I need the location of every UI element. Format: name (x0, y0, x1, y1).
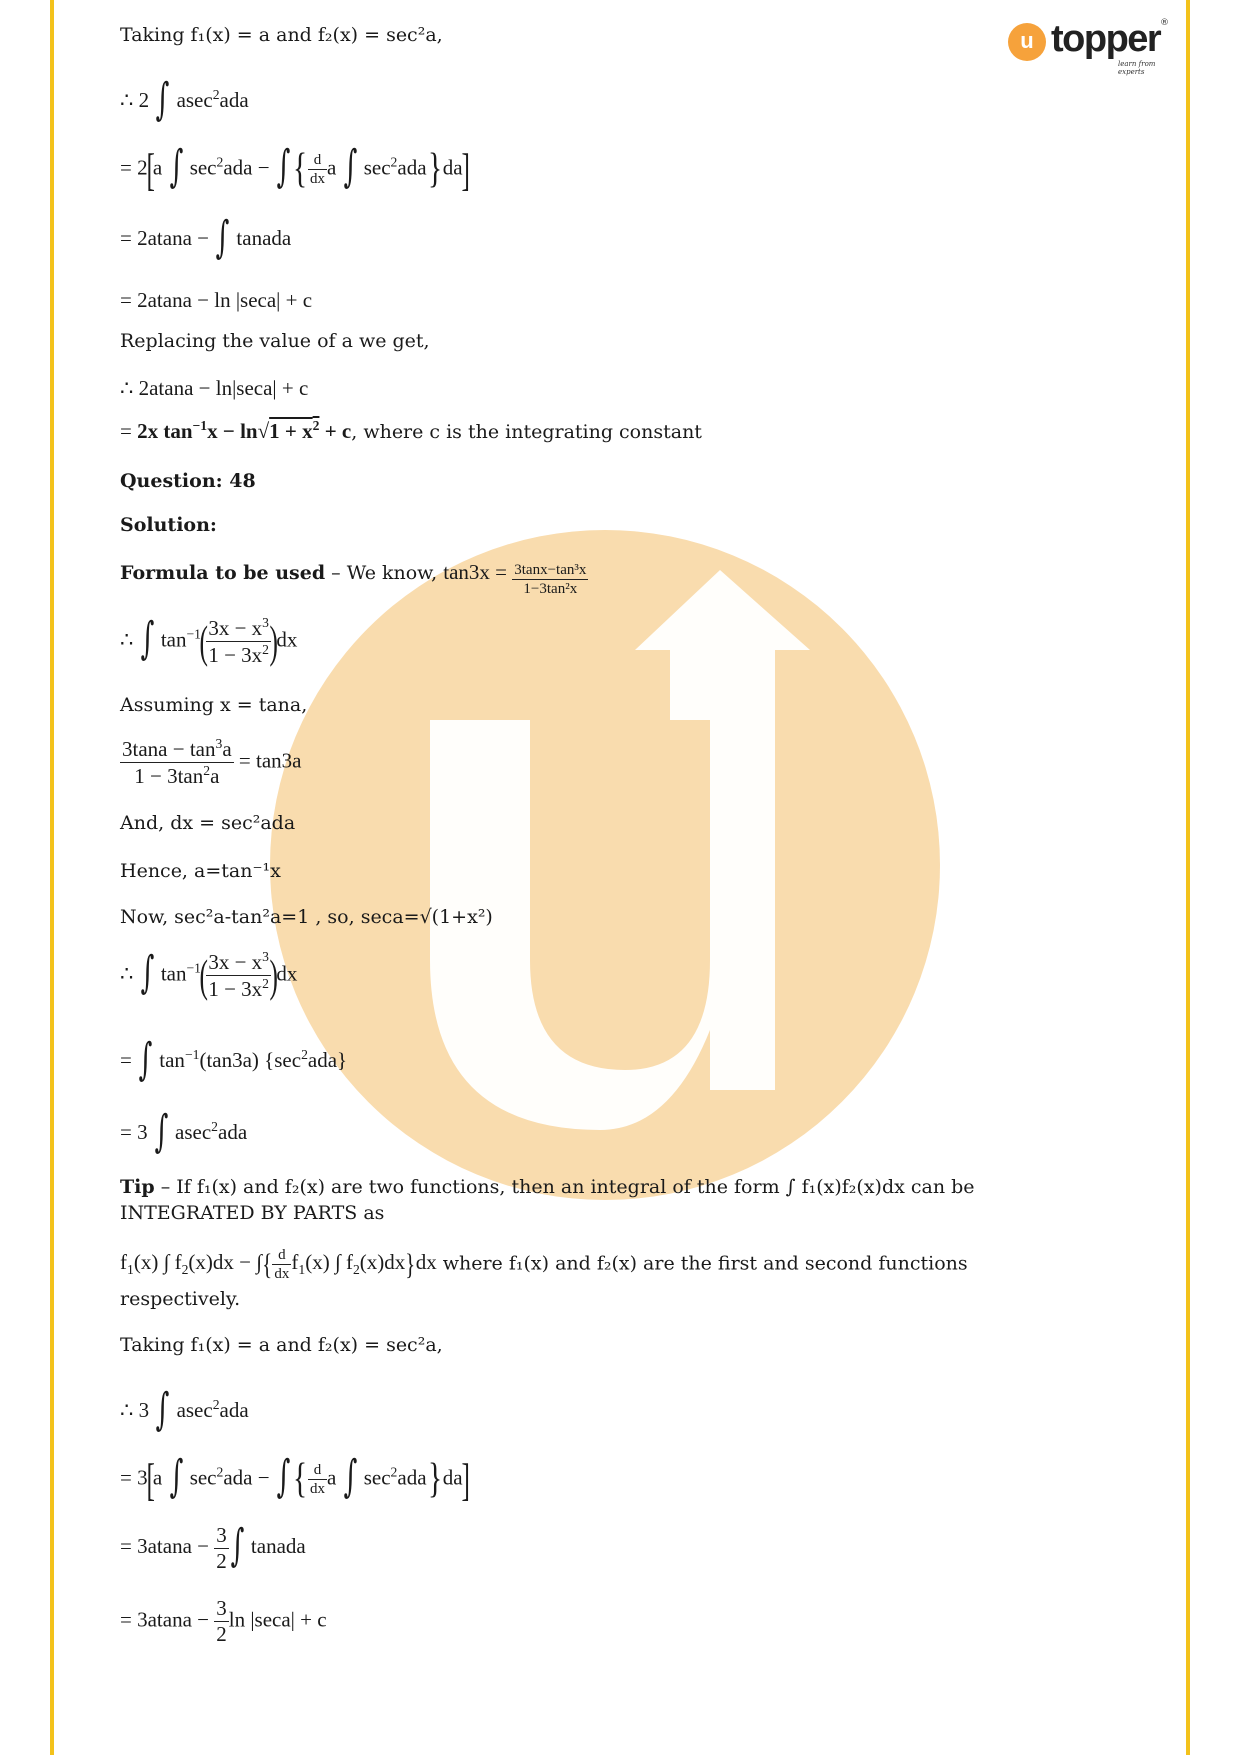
equation-12: ∴ 3 ∫ asec$^2$ada (120, 1384, 249, 1435)
assuming-line: Assuming x = tana, (120, 694, 308, 716)
logo-name: topper (1051, 18, 1161, 60)
question-title: Question: 48 (120, 470, 256, 492)
equation-3: = 2atana − ∫ tanada (120, 212, 292, 263)
hence-line: Hence, a=tan⁻¹x (120, 860, 281, 882)
logo-mark-icon: u (1008, 23, 1046, 61)
topper-watermark-icon (270, 530, 940, 1200)
taking-line-2: Taking f₁(x) = a and f₂(x) = sec²a, (120, 1334, 443, 1356)
equation-8: $\frac{3\tan a - \tan^3a}{1 - 3\tan^2a}$ = tan3a (122, 736, 302, 789)
respectively-line: respectively. (120, 1288, 241, 1310)
equation-14: = 3atana − $\frac{3}{2}$ ∫ tanada (120, 1520, 306, 1573)
logo-tagline: learn from experts (1118, 60, 1156, 76)
topper-logo (1008, 18, 1178, 76)
equation-13: = 3[a ∫ $\sec^2ada$ − ∫{ $\frac{d}{dx}$ a ∫ $\sec^2ada\}da$] (120, 1451, 470, 1505)
equation-1: ∴ 2 ∫ asec$^2$ada (120, 74, 249, 125)
equation-11: = 3 ∫ asec$^2$ada (120, 1106, 248, 1157)
equation-10: = ∫ $\tan^{-1}(\tan 3a)$ $\{\sec^2ada\}$ (120, 1034, 348, 1085)
solution-label: Solution: (120, 514, 217, 536)
now-line: Now, sec²a-tan²a=1 , so, seca=√(1+x²) (120, 906, 493, 928)
equation-2: = 2[a ∫ $\sec^2ada$ − ∫{ $\frac{d}{dx}$ a ∫ $\sec^2ada\}da$] (120, 141, 470, 195)
registered-mark: ® (1160, 18, 1169, 28)
parts-formula-line: $f_1(x)$ ∫ $f_2(x)dx$ − ∫{ $\frac{d}{dx}$ $f_1(x)$ ∫ $f_2(x)dx\}dx$ where f₁(x) and f₂(x) are the first and second functions (120, 1247, 968, 1282)
taking-line-1: Taking f₁(x) = a and f₂(x) = sec²a, (120, 24, 443, 46)
replacing-text: Replacing the value of a we get, (120, 330, 430, 352)
and-dx-line: And, dx = sec²ada (120, 812, 296, 834)
formula-line: Formula to be used – We know, tan3x = $\frac{\text{3tanx−tan³x}}{\text{1−3tan²x}}$ (120, 560, 587, 597)
right-border (1186, 0, 1190, 1755)
tip-line: Tip – If f₁(x) and f₂(x) are two functions, then an integral of the form ∫ f₁(x)f₂(x)dx can be (120, 1176, 975, 1198)
left-border (50, 0, 54, 1755)
equation-15: = 3atana − $\frac{3}{2}$ ln |seca| + c (120, 1596, 327, 1647)
equation-7: ∴ ∫ $\tan^{-1}$( $\frac{3x - x^3}{1 - 3x^2}$ )dx (120, 613, 298, 668)
equation-9: ∴ ∫ $\tan^{-1}$( $\frac{3x - x^3}{1 - 3x^2}$ )dx (120, 947, 298, 1002)
tip-line-2: INTEGRATED BY PARTS as (120, 1202, 385, 1224)
equation-4: = 2atana − ln |seca| + c (120, 288, 313, 312)
equation-5: ∴ 2atana − ln|seca| + c (120, 376, 309, 400)
equation-6: = 2x $\tan^{-1}x - \ln√1 + x^2 + c$, where c is the integrating constant (120, 418, 702, 443)
